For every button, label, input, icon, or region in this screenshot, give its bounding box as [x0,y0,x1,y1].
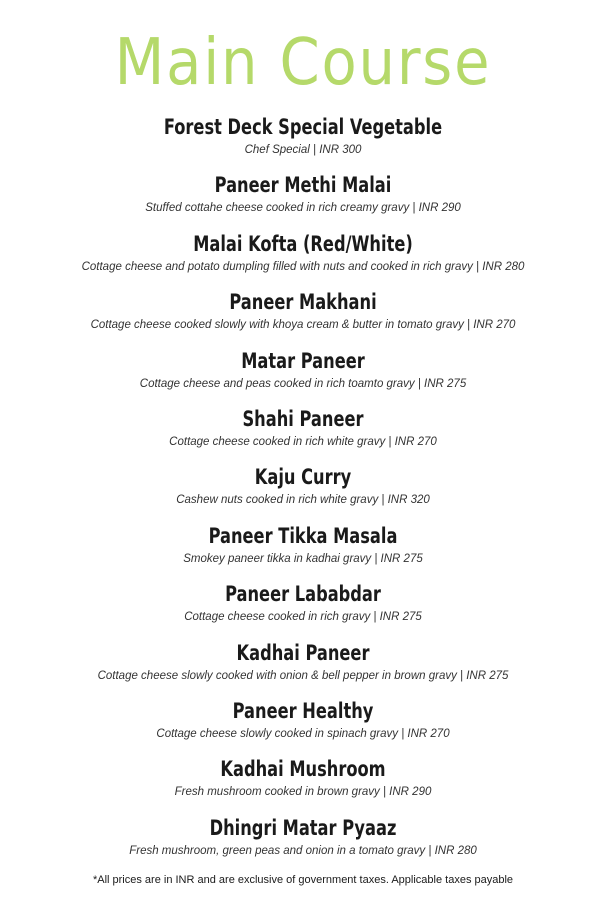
menu-item-name: Kaju Curry [254,465,352,490]
tax-footnote: *All prices are in INR and are exclusive of government taxes. Applicable taxes payable [92,874,514,886]
menu-item [0,754,606,812]
menu-item-name: Paneer Lababdar [225,582,381,607]
menu-list [0,112,606,871]
menu-item [0,579,606,637]
menu-item-name: Paneer Methi Malai [214,173,392,198]
menu-item-name: Matar Paneer [241,348,365,373]
menu-item [0,229,606,287]
menu-item [0,287,606,345]
menu-item-description: Fresh mushroom cooked in brown gravy | INR 290 [174,786,432,799]
menu-item-name: Malai Kofta (Red/White) [193,231,413,256]
menu-item [0,404,606,462]
menu-item [0,813,606,871]
menu-item-description: Chef Special | INR 300 [244,144,362,156]
menu-item [0,696,606,754]
menu-item-description: Fresh mushroom, green peas and onion in a tomato gravy | INR 280 [129,844,477,857]
menu-item-description: Cottage cheese slowly cooked in spinach gravy | INR 270 [156,727,450,740]
menu-item [0,346,606,404]
menu-item-description: Cottage cheese and peas cooked in rich toamto gravy | INR 275 [139,377,467,390]
menu-item [0,462,606,520]
menu-item-name: Shahi Paneer [242,406,364,431]
menu-item-description: Stuffed cottahe cheese cooked in rich creamy gravy | INR 290 [145,202,461,215]
menu-item-name: Forest Deck Special Vegetable [163,115,443,139]
page-title: Main Course [114,26,492,100]
menu-item-name: Paneer Healthy [232,698,374,723]
menu-item-description: Cashew nuts cooked in rich white gravy | INR 320 [176,494,430,507]
menu-item-description: Smokey paneer tikka in kadhai gravy | INR 275 [183,552,423,565]
menu-item-name: Kadhai Mushroom [220,757,386,782]
menu-item-name: Paneer Makhani [229,290,377,315]
menu-item-description: Cottage cheese cooked in rich white gravy | INR 270 [169,435,437,448]
menu-item [0,521,606,579]
menu-item-description: Cottage cheese cooked in rich gravy | INR 275 [184,611,422,624]
menu-item-description: Cottage cheese cooked slowly with khoya cream & butter in tomato gravy | INR 270 [90,319,516,332]
menu-item-description: Cottage cheese slowly cooked with onion & bell pepper in brown gravy | INR 275 [97,669,509,682]
menu-item [0,170,606,228]
menu-item-name: Kadhai Paneer [236,640,370,665]
menu-item [0,638,606,696]
menu-item-name: Paneer Tikka Masala [208,523,398,548]
menu-item-name: Dhingri Matar Pyaaz [209,815,397,840]
menu-item [0,112,606,170]
menu-item-description: Cottage cheese and potato dumpling filled with nuts and cooked in rich gravy | INR 280 [81,260,525,273]
